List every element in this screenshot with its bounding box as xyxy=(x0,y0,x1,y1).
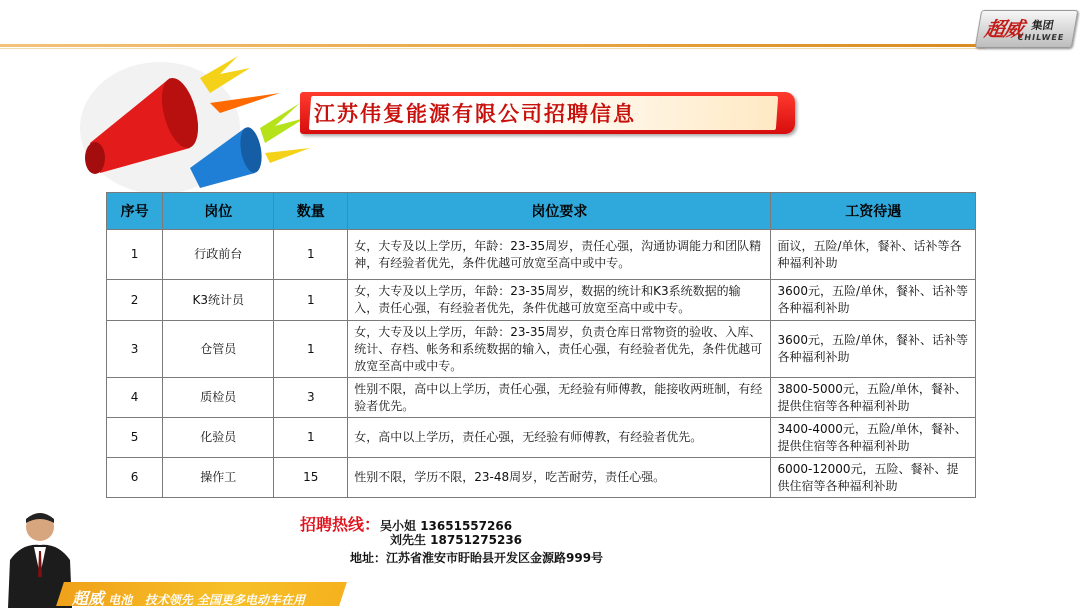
cell-position: 行政前台 xyxy=(163,230,274,280)
table-row xyxy=(107,280,976,321)
table-row xyxy=(107,458,976,498)
cell-requirement: 女，大专及以上学历，年龄：23-35周岁，责任心强，沟通协调能力和团队精神，有经验者优先，条件优越可放宽至高中或中专。 xyxy=(348,230,771,280)
table-header-row xyxy=(107,193,976,230)
logo-english: CHILWEE xyxy=(1016,33,1066,42)
cell-salary: 3800-5000元，五险/单休，餐补、提供住宿等各种福利补助 xyxy=(771,378,976,418)
footer-sub: 电池 xyxy=(108,593,133,607)
cell-salary: 6000-12000元，五险、餐补、提供住宿等各种福利补助 xyxy=(771,458,976,498)
cell-position: K3统计员 xyxy=(163,280,274,321)
header-position: 岗位 xyxy=(163,193,274,230)
page-title: 江苏伟复能源有限公司招聘信息 xyxy=(314,102,636,126)
cell-position: 化验员 xyxy=(163,418,274,458)
recruitment-table xyxy=(106,192,976,498)
cell-count: 1 xyxy=(274,321,348,378)
cell-requirement: 女，大专及以上学历，年龄：23-35周岁，数据的统计和K3系统数据的输入，责任心强，有经验者优先，条件优越可放宽至高中或中专。 xyxy=(348,280,771,321)
cell-no: 3 xyxy=(107,321,163,378)
header-no: 序号 xyxy=(107,193,163,230)
cell-no: 5 xyxy=(107,418,163,458)
cell-no: 6 xyxy=(107,458,163,498)
cell-salary: 3400-4000元，五险/单休，餐补、提供住宿等各种福利补助 xyxy=(771,418,976,458)
header-salary: 工资待遇 xyxy=(771,193,976,230)
logo-group: 集团 xyxy=(1030,19,1055,32)
cell-requirement: 女，高中以上学历，责任心强，无经验有师傅教，有经验者优先。 xyxy=(348,418,771,458)
table-row xyxy=(107,418,976,458)
footer-brand: 超威 xyxy=(72,589,105,608)
cell-no: 4 xyxy=(107,378,163,418)
contact-person-2: 刘先生 18751275236 xyxy=(390,533,523,547)
megaphone-icon xyxy=(60,48,320,198)
logo-brand: 超威 xyxy=(982,17,1026,41)
table-row xyxy=(107,230,976,280)
footer-text xyxy=(72,586,305,609)
cell-salary: 3600元，五险/单休，餐补、话补等各种福利补助 xyxy=(771,280,976,321)
company-logo xyxy=(975,10,1079,48)
cell-count: 15 xyxy=(274,458,348,498)
address: 地址：江苏省淮安市盱眙县开发区金源路999号 xyxy=(350,551,604,565)
cell-no: 2 xyxy=(107,280,163,321)
cell-count: 1 xyxy=(274,418,348,458)
cell-requirement: 女，大专及以上学历，年龄：23-35周岁，负责仓库日常物资的验收、入库、统计、存档、帐务和系统数据的输入，责任心强，有经验者优先，条件优越可放宽至高中或中专。 xyxy=(348,321,771,378)
cell-count: 1 xyxy=(274,230,348,280)
table-row xyxy=(107,378,976,418)
cell-no: 1 xyxy=(107,230,163,280)
top-divider-line xyxy=(0,44,985,47)
header-requirement: 岗位要求 xyxy=(348,193,771,230)
hotline-label: 招聘热线： xyxy=(300,515,381,534)
cell-requirement: 性别不限，高中以上学历，责任心强，无经验有师傅教，能接收两班制，有经验者优先。 xyxy=(348,378,771,418)
cell-salary: 面议，五险/单休，餐补、话补等各种福利补助 xyxy=(771,230,976,280)
cell-position: 质检员 xyxy=(163,378,274,418)
cell-count: 1 xyxy=(274,280,348,321)
contact-person-1: 吴小姐 13651557266 xyxy=(380,519,513,533)
cell-position: 仓管员 xyxy=(163,321,274,378)
cell-count: 3 xyxy=(274,378,348,418)
table-row xyxy=(107,321,976,378)
header-count: 数量 xyxy=(274,193,348,230)
cell-position: 操作工 xyxy=(163,458,274,498)
title-banner xyxy=(300,92,795,134)
footer-slogan: 技术领先 全国更多电动车在用 xyxy=(144,593,305,607)
cell-salary: 3600元，五险/单休，餐补、话补等各种福利补助 xyxy=(771,321,976,378)
cell-requirement: 性别不限，学历不限，23-48周岁，吃苦耐劳，责任心强。 xyxy=(348,458,771,498)
